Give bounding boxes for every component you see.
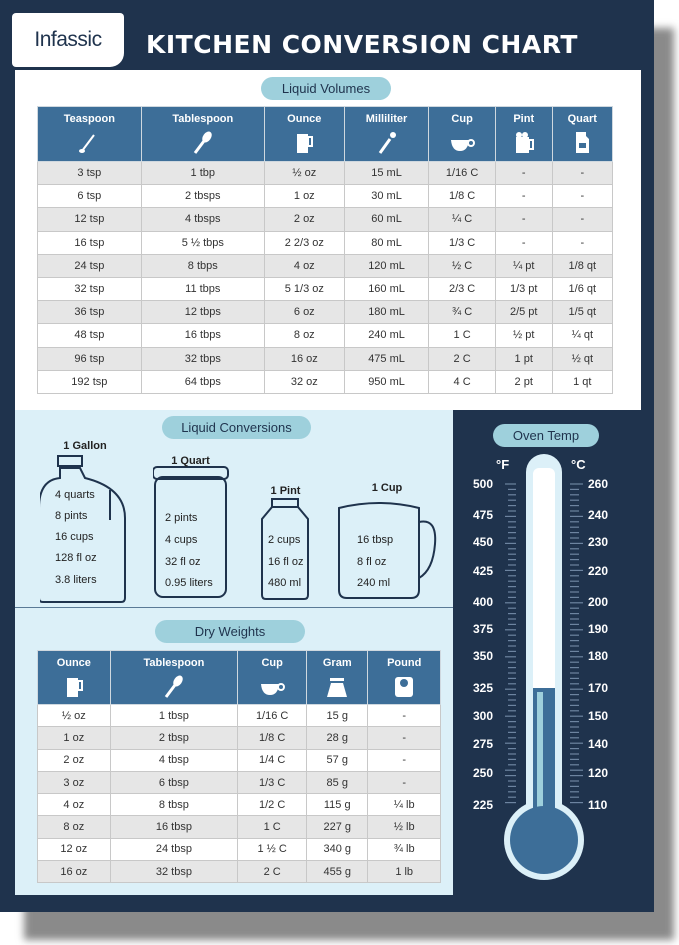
table-cell: - — [552, 162, 612, 185]
liquid-volumes-title: Liquid Volumes — [261, 77, 391, 100]
table-cell: 115 g — [307, 794, 368, 816]
table-cell: ½ oz — [264, 162, 344, 185]
table-header-row — [38, 107, 613, 162]
table-cell: 340 g — [307, 838, 368, 860]
column-header — [110, 651, 238, 705]
table-cell: 1 oz — [38, 727, 111, 749]
milk-carton-icon — [569, 129, 595, 157]
kitchen-scale-icon — [324, 673, 350, 701]
fahrenheit-label: 425 — [473, 564, 494, 578]
table-cell: 3 oz — [38, 771, 111, 793]
table-cell: 32 tbsp — [110, 861, 238, 883]
container-equivalent: 16 fl oz — [268, 556, 304, 568]
celsius-label: 190 — [588, 622, 609, 636]
table-cell: - — [552, 208, 612, 231]
table-cell: 1/4 C — [238, 749, 307, 771]
table-cell: 192 tsp — [38, 370, 142, 393]
column-header-label: Teaspoon — [63, 113, 115, 125]
celsius-label: 120 — [588, 766, 609, 780]
table-cell: 1 ½ C — [238, 838, 307, 860]
table-cell: 2 C — [429, 347, 495, 370]
table-cell: 2 tbsps — [141, 185, 264, 208]
tablespoon-icon — [161, 673, 187, 701]
table-cell: 6 tsp — [38, 185, 142, 208]
container-equivalent: 240 ml — [357, 577, 391, 589]
table-cell: ¾ lb — [368, 838, 441, 860]
column-header-label: Milliliter — [365, 113, 408, 125]
beer-mug-icon — [511, 129, 537, 157]
table-cell: - — [495, 208, 552, 231]
table-cell: 8 oz — [38, 816, 111, 838]
table-cell: 1/8 qt — [552, 254, 612, 277]
table-cell: 5 ½ tbps — [141, 231, 264, 254]
table-cell: - — [552, 231, 612, 254]
table-cell: 5 1/3 oz — [264, 277, 344, 300]
table-cell: 64 tbps — [141, 370, 264, 393]
table-row — [38, 816, 441, 838]
container-equivalent: 2 pints — [165, 512, 198, 524]
table-cell: - — [552, 185, 612, 208]
table-cell: 12 tbps — [141, 301, 264, 324]
column-header — [429, 107, 495, 162]
table-cell: 2 oz — [264, 208, 344, 231]
table-cell: 1 qt — [552, 370, 612, 393]
table-cell: 16 oz — [264, 347, 344, 370]
column-header-label: Ounce — [56, 657, 91, 669]
container-equivalent: 128 fl oz — [55, 552, 97, 564]
table-cell: ½ lb — [368, 816, 441, 838]
table-row — [38, 347, 613, 370]
table-cell: ¼ C — [429, 208, 495, 231]
fahrenheit-unit: °F — [496, 457, 510, 472]
fahrenheit-label: 275 — [473, 737, 494, 751]
column-header-label: Gram — [322, 657, 352, 669]
table-cell: 1/8 C — [429, 185, 495, 208]
table-cell: 1/16 C — [238, 705, 307, 727]
table-cell: 1 lb — [368, 861, 441, 883]
fahrenheit-label: 225 — [473, 798, 494, 812]
liquid-conversions-title: Liquid Conversions — [162, 416, 311, 439]
table-cell: 8 tbsp — [110, 794, 238, 816]
table-cell: 80 mL — [344, 231, 429, 254]
column-header-label: Ounce — [287, 113, 322, 125]
table-cell: - — [495, 185, 552, 208]
table-cell: 1/3 pt — [495, 277, 552, 300]
table-row — [38, 208, 613, 231]
table-cell: ½ oz — [38, 705, 111, 727]
table-cell: 120 mL — [344, 254, 429, 277]
table-cell: 950 mL — [344, 370, 429, 393]
column-header — [38, 107, 142, 162]
fahrenheit-label: 500 — [473, 477, 494, 491]
column-header — [552, 107, 612, 162]
table-cell: - — [368, 771, 441, 793]
section-divider — [15, 607, 453, 608]
celsius-label: 140 — [588, 737, 609, 751]
table-cell: 1/8 C — [238, 727, 307, 749]
table-cell: ¼ pt — [495, 254, 552, 277]
dropper-icon — [374, 129, 400, 157]
fahrenheit-label: 400 — [473, 595, 494, 609]
table-cell: 8 oz — [264, 324, 344, 347]
fahrenheit-label: 325 — [473, 681, 494, 695]
table-cell: 12 tsp — [38, 208, 142, 231]
table-cell: 1/5 qt — [552, 301, 612, 324]
fahrenheit-label: 450 — [473, 535, 494, 549]
celsius-label: 240 — [588, 508, 609, 522]
column-header — [238, 651, 307, 705]
bathroom-scale-icon — [391, 673, 417, 701]
column-header — [495, 107, 552, 162]
column-header — [141, 107, 264, 162]
container-equivalent: 2 cups — [268, 534, 301, 546]
fahrenheit-label: 250 — [473, 766, 494, 780]
table-cell: 2 pt — [495, 370, 552, 393]
table-cell: 32 tbps — [141, 347, 264, 370]
table-cell: 1/16 C — [429, 162, 495, 185]
column-header — [307, 651, 368, 705]
container-equivalent: 4 cups — [165, 534, 198, 546]
table-cell: 2/5 pt — [495, 301, 552, 324]
page-title: KITCHEN CONVERSION CHART — [146, 30, 578, 59]
table-cell: ½ C — [429, 254, 495, 277]
table-cell: 60 mL — [344, 208, 429, 231]
table-cell: 240 mL — [344, 324, 429, 347]
table-cell: 475 mL — [344, 347, 429, 370]
column-header-label: Cup — [261, 657, 283, 669]
table-cell: 15 mL — [344, 162, 429, 185]
table-cell: 2/3 C — [429, 277, 495, 300]
table-row — [38, 861, 441, 883]
table-cell: 2 tbsp — [110, 727, 238, 749]
table-cell: 11 tbps — [141, 277, 264, 300]
table-row — [38, 370, 613, 393]
table-cell: 227 g — [307, 816, 368, 838]
column-header — [344, 107, 429, 162]
table-cell: 32 oz — [264, 370, 344, 393]
column-header — [368, 651, 441, 705]
table-cell: 36 tsp — [38, 301, 142, 324]
table-cell: 1 C — [429, 324, 495, 347]
celsius-label: 260 — [588, 477, 609, 491]
table-cell: 24 tbsp — [110, 838, 238, 860]
table-cell: 12 oz — [38, 838, 111, 860]
table-cell: 1 pt — [495, 347, 552, 370]
table-cell: 85 g — [307, 771, 368, 793]
fahrenheit-label: 375 — [473, 622, 494, 636]
column-header-label: Tablespoon — [143, 657, 205, 669]
table-cell: ½ qt — [552, 347, 612, 370]
table-cell: 455 g — [307, 861, 368, 883]
table-row — [38, 838, 441, 860]
table-cell: 1/2 C — [238, 794, 307, 816]
measuring-jug-icon — [61, 673, 87, 701]
table-cell: 4 tbsps — [141, 208, 264, 231]
column-header — [38, 651, 111, 705]
table-cell: 3 tsp — [38, 162, 142, 185]
table-cell: 2 oz — [38, 749, 111, 771]
oven-temp-panel — [453, 410, 641, 895]
table-cell: 2 C — [238, 861, 307, 883]
table-cell: 30 mL — [344, 185, 429, 208]
table-row — [38, 749, 441, 771]
table-row — [38, 771, 441, 793]
table-cell: 15 g — [307, 705, 368, 727]
table-cell: 16 tbps — [141, 324, 264, 347]
table-cell: ¼ lb — [368, 794, 441, 816]
table-cell: 24 tsp — [38, 254, 142, 277]
fahrenheit-label: 475 — [473, 508, 494, 522]
table-cell: 2 2/3 oz — [264, 231, 344, 254]
celsius-label: 150 — [588, 709, 609, 723]
table-cell: - — [368, 749, 441, 771]
table-row — [38, 185, 613, 208]
table-cell: 48 tsp — [38, 324, 142, 347]
thermometer-fill-highlight — [537, 692, 543, 814]
table-cell: 96 tsp — [38, 347, 142, 370]
table-cell: 6 oz — [264, 301, 344, 324]
table-cell: - — [368, 705, 441, 727]
table-row — [38, 301, 613, 324]
container-equivalent: 32 fl oz — [165, 556, 201, 568]
table-cell: 16 oz — [38, 861, 111, 883]
measuring-jug-icon — [291, 129, 317, 157]
container-label: 1 Gallon — [63, 440, 107, 452]
table-cell: ½ pt — [495, 324, 552, 347]
column-header-label: Tablespoon — [172, 113, 234, 125]
table-row — [38, 277, 613, 300]
table-cell: 1 oz — [264, 185, 344, 208]
table-row — [38, 727, 441, 749]
column-header — [264, 107, 344, 162]
container-label: 1 Quart — [171, 455, 210, 467]
table-cell: 28 g — [307, 727, 368, 749]
column-header-label: Cup — [451, 113, 473, 125]
table-row — [38, 324, 613, 347]
table-cell: ¼ qt — [552, 324, 612, 347]
table-cell: 1/3 C — [429, 231, 495, 254]
container-equivalent: 3.8 liters — [55, 574, 97, 586]
table-row — [38, 162, 613, 185]
celsius-label: 230 — [588, 535, 609, 549]
column-header-label: Pound — [387, 657, 422, 669]
table-cell: 32 tsp — [38, 277, 142, 300]
table-cell: 180 mL — [344, 301, 429, 324]
container-equivalent: 16 cups — [55, 531, 94, 543]
cup-icon — [259, 673, 285, 701]
table-cell: 6 tbsp — [110, 771, 238, 793]
container-equivalent: 0.95 liters — [165, 577, 213, 589]
container-equivalent: 8 pints — [55, 510, 88, 522]
table-cell: 1 C — [238, 816, 307, 838]
fahrenheit-label: 300 — [473, 709, 494, 723]
container-label: 1 Cup — [371, 482, 403, 494]
column-header-label: Quart — [567, 113, 597, 125]
table-cell: 4 oz — [38, 794, 111, 816]
table-cell: 4 C — [429, 370, 495, 393]
celsius-label: 180 — [588, 649, 609, 663]
table-cell: 1/6 qt — [552, 277, 612, 300]
celsius-label: 200 — [588, 595, 609, 609]
table-cell: 8 tbps — [141, 254, 264, 277]
table-header-row — [38, 651, 441, 705]
container-equivalent: 4 quarts — [55, 489, 95, 501]
dry-weights-title: Dry Weights — [155, 620, 305, 643]
table-row — [38, 794, 441, 816]
table-cell: 160 mL — [344, 277, 429, 300]
table-cell: 1 tbp — [141, 162, 264, 185]
cup-icon — [449, 129, 475, 157]
container-equivalent: 16 tbsp — [357, 534, 394, 546]
table-cell: ¾ C — [429, 301, 495, 324]
liquid-volumes-table — [37, 106, 613, 394]
table-cell: - — [495, 231, 552, 254]
tablespoon-icon — [190, 129, 216, 157]
table-cell: - — [495, 162, 552, 185]
table-cell: - — [368, 727, 441, 749]
dry-weights-table — [37, 650, 441, 883]
fahrenheit-label: 350 — [473, 649, 494, 663]
celsius-unit: °C — [571, 457, 586, 472]
table-cell: 1/3 C — [238, 771, 307, 793]
table-cell: 4 oz — [264, 254, 344, 277]
table-cell: 57 g — [307, 749, 368, 771]
container-equivalent: 480 ml — [268, 577, 302, 589]
container-equivalent: 8 fl oz — [357, 556, 387, 568]
celsius-label: 110 — [588, 798, 608, 812]
table-cell: 16 tbsp — [110, 816, 238, 838]
container-label: 1 Pint — [270, 485, 301, 497]
table-cell: 1 tbsp — [110, 705, 238, 727]
teaspoon-icon — [76, 129, 102, 157]
column-header-label: Pint — [513, 113, 535, 125]
thermometer-bulb — [510, 806, 578, 874]
table-row — [38, 705, 441, 727]
brand-logo: Infassic — [12, 13, 124, 67]
table-cell: 4 tbsp — [110, 749, 238, 771]
celsius-label: 220 — [588, 564, 609, 578]
oven-temp-title: Oven Temp — [493, 424, 599, 447]
celsius-label: 170 — [588, 681, 609, 695]
table-cell: 16 tsp — [38, 231, 142, 254]
table-row — [38, 231, 613, 254]
table-row — [38, 254, 613, 277]
